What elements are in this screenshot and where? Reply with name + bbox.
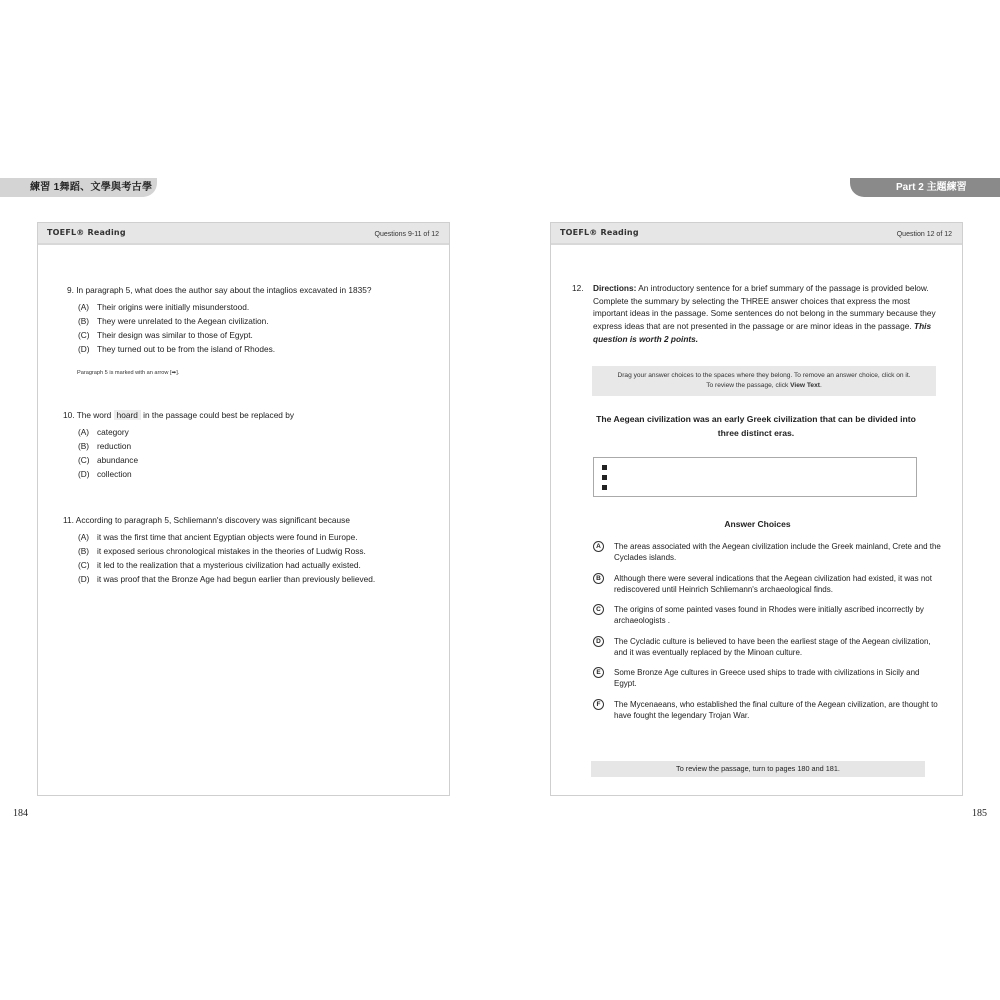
paragraph-note: Paragraph 5 is marked with an arrow [➡].: [77, 370, 180, 376]
directions-label: Directions:: [593, 283, 637, 293]
circle-letter-icon: A: [593, 541, 604, 552]
question-10: [63, 408, 294, 481]
page-number-left: 184: [13, 808, 28, 819]
answer-choice-b[interactable]: [593, 573, 943, 595]
question-stem: [63, 513, 375, 527]
answer-choice-c[interactable]: [593, 604, 943, 626]
chapter-tab-left: 練習 1舞蹈、文學與考古學: [0, 178, 157, 197]
circle-letter-icon: F: [593, 699, 604, 710]
option-letter: (B): [78, 546, 90, 556]
choice-text: The areas associated with the Aegean civilization include the Greek mainland, Crete and the Cyclades islands.: [614, 542, 941, 562]
answer-choice-d[interactable]: [593, 636, 943, 658]
question-text: According to paragraph 5, Schliemann's discovery was significant because: [75, 515, 350, 525]
option-c[interactable]: [78, 453, 294, 467]
choice-text: The origins of some painted vases found in Rhodes were initially ascribed incorrectly by archaeologists .: [614, 605, 924, 626]
question-text-after: in the passage could best be replaced by: [143, 410, 294, 420]
question-11: [63, 513, 375, 586]
option-letter: (D): [78, 574, 90, 584]
option-text: They turned out to be from the island of Rhodes.: [97, 344, 276, 354]
option-text: it led to the realization that a mysterious civilization had actually existed.: [97, 560, 361, 570]
intro-sentence: The Aegean civilization was an early Greek civilization that can be divided into three distinct eras.: [596, 414, 916, 438]
option-letter: (C): [78, 560, 90, 570]
choice-text: The Mycenaeans, who established the final culture of the Aegean civilization, are thought to have fought the legendary Trojan War.: [614, 699, 938, 720]
option-text: collection: [97, 469, 132, 479]
option-letter: (C): [78, 455, 90, 465]
review-passage-note: To review the passage, turn to pages 180 and 181.: [591, 761, 925, 777]
option-d[interactable]: [78, 467, 294, 481]
page-number-right: 185: [972, 808, 987, 819]
option-text: reduction: [97, 441, 132, 451]
options-list: [78, 425, 294, 481]
answer-choice-e[interactable]: [593, 667, 943, 689]
question-number: 9.: [67, 285, 74, 295]
option-a[interactable]: [78, 530, 375, 544]
summary-slot-3[interactable]: [602, 485, 607, 490]
question-text: In paragraph 5, what does the author say about the intaglios excavated in 1835?: [76, 285, 372, 295]
choice-text: Some Bronze Age cultures in Greece used ships to trade with civilizations in Sicily and Egypt.: [614, 668, 920, 689]
question-stem: [67, 283, 371, 297]
drag-instructions: [592, 366, 936, 396]
answer-choices-title: Answer Choices: [724, 519, 791, 529]
option-text: it was proof that the Bronze Age had begun earlier than previously believed.: [97, 574, 376, 584]
brand-title: TOEFL® Reading: [560, 228, 639, 237]
answer-choice-f[interactable]: [593, 699, 943, 721]
options-list: [78, 300, 371, 356]
option-c[interactable]: [78, 328, 371, 342]
answer-choice-a[interactable]: [593, 541, 943, 563]
option-b[interactable]: [78, 544, 375, 558]
directions-text: An introductory sentence for a brief summary of the passage is provided below. Complete the summary by selecting the THREE answer choices that express the most important ideas in the passage. Some sentences do not belong in the summary because they express ideas that are not presented in the passage or are minor ideas in the passage.: [593, 283, 936, 332]
instructions-suffix: .: [819, 382, 822, 389]
option-text: it exposed serious chronological mistakes in the theories of Ludwig Ross.: [97, 546, 366, 556]
circle-letter-icon: C: [593, 604, 604, 615]
options-list: [78, 530, 375, 586]
question-panel-left: [37, 222, 450, 796]
question-number: 12.: [572, 283, 584, 293]
question-number: 11.: [63, 515, 74, 525]
choice-text: Although there were several indications that the Aegean civilization had existed, it was not rediscovered until Heinrich Schliemann's archaeological finds.: [614, 573, 932, 594]
instructions-prefix: To review the passage, click: [706, 382, 791, 389]
option-d[interactable]: [78, 572, 375, 586]
circle-letter-icon: E: [593, 667, 604, 678]
question-text-before: The word: [76, 410, 112, 420]
option-b[interactable]: [78, 439, 294, 453]
option-c[interactable]: [78, 558, 375, 572]
directions-text-block: [593, 282, 942, 346]
chapter-tab-right: Part 2 主題練習: [850, 178, 1000, 197]
option-text: abundance: [97, 455, 139, 465]
option-text: it was the first time that ancient Egyptian objects were found in Europe.: [97, 532, 358, 542]
answer-choices-list: [593, 541, 943, 731]
option-text: Their design was similar to those of Egypt.: [97, 330, 253, 340]
instructions-line2: [592, 381, 936, 391]
summary-drop-area[interactable]: [593, 457, 917, 497]
option-a[interactable]: [78, 300, 371, 314]
option-letter: (D): [78, 344, 90, 354]
view-text-link[interactable]: View Text: [790, 382, 820, 389]
question-counter: Questions 9-11 of 12: [374, 231, 439, 238]
option-a[interactable]: [78, 425, 294, 439]
option-d[interactable]: [78, 342, 371, 356]
question-stem: [63, 408, 294, 422]
panel-header: [38, 223, 449, 245]
panel-header: [551, 223, 962, 245]
question-counter: Question 12 of 12: [896, 231, 952, 238]
option-letter: (B): [78, 441, 90, 451]
question-12-directions: [572, 282, 942, 346]
summary-slot-1[interactable]: [602, 465, 607, 470]
option-text: Their origins were initially misunderstood.: [97, 302, 250, 312]
option-letter: (D): [78, 469, 90, 479]
circle-letter-icon: B: [593, 573, 604, 584]
option-b[interactable]: [78, 314, 371, 328]
instructions-line1: Drag your answer choices to the spaces where they belong. To remove an answer choice, click on it.: [617, 372, 911, 379]
option-letter: (A): [78, 427, 90, 437]
circle-letter-icon: D: [593, 636, 604, 647]
question-9: [67, 283, 371, 356]
option-letter: (A): [78, 302, 90, 312]
question-number: 10.: [63, 410, 75, 420]
option-text: category: [97, 427, 129, 437]
points-note: This question is worth 2 points.: [593, 321, 932, 344]
question-panel-right: [550, 222, 963, 796]
option-letter: (C): [78, 330, 90, 340]
option-text: They were unrelated to the Aegean civilization.: [97, 316, 269, 326]
highlighted-word: hoard: [114, 410, 141, 420]
option-letter: (A): [78, 532, 90, 542]
brand-title: TOEFL® Reading: [47, 228, 126, 237]
choice-text: The Cycladic culture is believed to have been the earliest stage of the Aegean civilization, and it was eventually replaced by the Minoan culture.: [614, 636, 931, 657]
option-letter: (B): [78, 316, 90, 326]
summary-slot-2[interactable]: [602, 475, 607, 480]
